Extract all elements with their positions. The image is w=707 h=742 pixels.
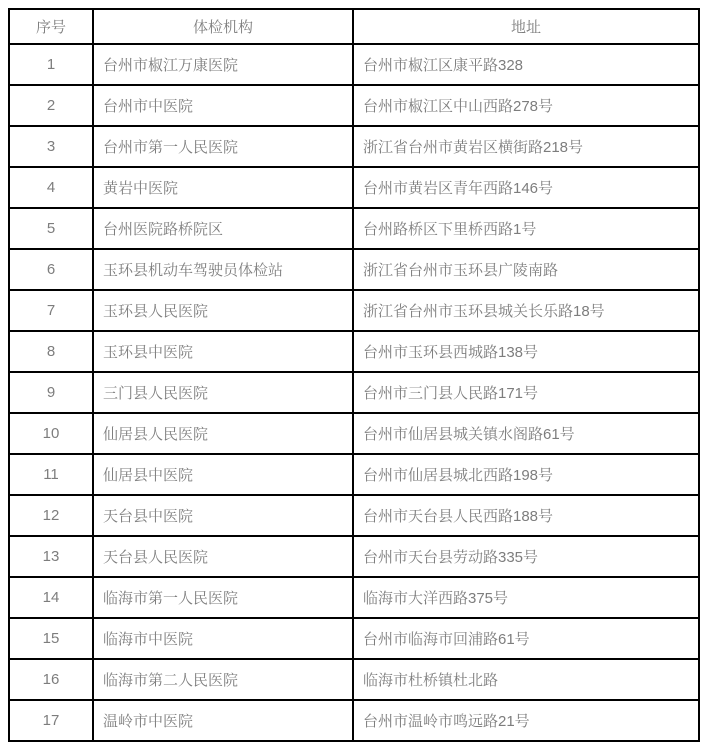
- cell-index: 15: [9, 618, 93, 659]
- cell-index: 17: [9, 700, 93, 741]
- table-row: [9, 167, 699, 208]
- cell-addr: 台州市天台县劳动路335号: [353, 536, 699, 577]
- cell-inst: 临海市中医院: [93, 618, 353, 659]
- table-row: [9, 413, 699, 454]
- table-row: [9, 372, 699, 413]
- cell-addr: 台州市椒江区中山西路278号: [353, 85, 699, 126]
- table-row: [9, 85, 699, 126]
- cell-inst: 天台县人民医院: [93, 536, 353, 577]
- cell-addr: 台州市玉环县西城路138号: [353, 331, 699, 372]
- cell-index: 16: [9, 659, 93, 700]
- cell-inst: 仙居县人民医院: [93, 413, 353, 454]
- cell-index: 11: [9, 454, 93, 495]
- cell-addr: 台州市临海市回浦路61号: [353, 618, 699, 659]
- cell-inst: 玉环县人民医院: [93, 290, 353, 331]
- cell-index: 4: [9, 167, 93, 208]
- cell-addr: 台州路桥区下里桥西路1号: [353, 208, 699, 249]
- cell-index: 1: [9, 44, 93, 85]
- cell-addr: 浙江省台州市黄岩区横街路218号: [353, 126, 699, 167]
- table-row: [9, 577, 699, 618]
- header-row: [9, 9, 699, 44]
- cell-addr: 台州市黄岩区青年西路146号: [353, 167, 699, 208]
- cell-index: 2: [9, 85, 93, 126]
- table-row: [9, 44, 699, 85]
- table-header: [9, 9, 699, 44]
- cell-index: 12: [9, 495, 93, 536]
- cell-inst: 玉环县机动车驾驶员体检站: [93, 249, 353, 290]
- cell-index: 3: [9, 126, 93, 167]
- cell-inst: 台州市椒江万康医院: [93, 44, 353, 85]
- cell-index: 6: [9, 249, 93, 290]
- cell-addr: 浙江省台州市玉环县城关长乐路18号: [353, 290, 699, 331]
- cell-index: 8: [9, 331, 93, 372]
- cell-addr: 台州市温岭市鸣远路21号: [353, 700, 699, 741]
- cell-addr: 台州市天台县人民西路188号: [353, 495, 699, 536]
- table-body: [9, 44, 699, 741]
- cell-inst: 三门县人民医院: [93, 372, 353, 413]
- cell-index: 13: [9, 536, 93, 577]
- cell-inst: 天台县中医院: [93, 495, 353, 536]
- cell-addr: 临海市大洋西路375号: [353, 577, 699, 618]
- cell-inst: 台州市中医院: [93, 85, 353, 126]
- cell-index: 10: [9, 413, 93, 454]
- cell-index: 14: [9, 577, 93, 618]
- table-row: [9, 454, 699, 495]
- table-row: [9, 700, 699, 741]
- cell-inst: 台州市第一人民医院: [93, 126, 353, 167]
- cell-inst: 台州医院路桥院区: [93, 208, 353, 249]
- cell-index: 5: [9, 208, 93, 249]
- table-row: [9, 331, 699, 372]
- header-index: 序号: [9, 9, 93, 44]
- header-address: 地址: [353, 9, 699, 44]
- cell-addr: 台州市仙居县城关镇水阁路61号: [353, 413, 699, 454]
- cell-addr: 台州市椒江区康平路328: [353, 44, 699, 85]
- cell-inst: 仙居县中医院: [93, 454, 353, 495]
- cell-index: 7: [9, 290, 93, 331]
- table-row: [9, 249, 699, 290]
- table-row: [9, 126, 699, 167]
- table-row: [9, 618, 699, 659]
- cell-addr: 台州市三门县人民路171号: [353, 372, 699, 413]
- cell-inst: 黄岩中医院: [93, 167, 353, 208]
- cell-addr: 浙江省台州市玉环县广陵南路: [353, 249, 699, 290]
- table-row: [9, 208, 699, 249]
- cell-index: 9: [9, 372, 93, 413]
- table-row: [9, 659, 699, 700]
- table-row: [9, 536, 699, 577]
- cell-inst: 临海市第二人民医院: [93, 659, 353, 700]
- cell-inst: 临海市第一人民医院: [93, 577, 353, 618]
- cell-addr: 台州市仙居县城北西路198号: [353, 454, 699, 495]
- header-institution: 体检机构: [93, 9, 353, 44]
- cell-inst: 玉环县中医院: [93, 331, 353, 372]
- cell-inst: 温岭市中医院: [93, 700, 353, 741]
- table-row: [9, 290, 699, 331]
- cell-addr: 临海市杜桥镇杜北路: [353, 659, 699, 700]
- hospital-table: [8, 8, 700, 742]
- table-row: [9, 495, 699, 536]
